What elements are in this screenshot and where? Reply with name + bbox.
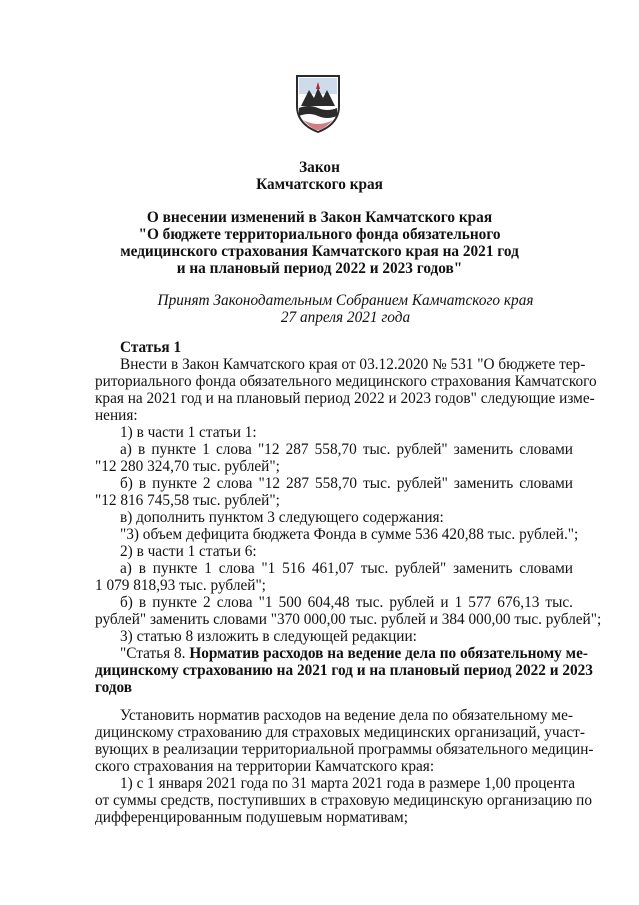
- text-line: края на 2021 год и на плановый период 2022 и 2023 годов" следующие изме-: [95, 390, 595, 407]
- text-line: от суммы средств, поступивших в страховую медицинскую организацию по: [95, 792, 592, 809]
- text-line: "3) объем дефицита бюджета Фонда в сумме 536 420,88 тыс. рублей.";: [120, 526, 579, 543]
- text-line: нения:: [95, 407, 138, 424]
- text-line: 1) с 1 января 2021 года по 31 марта 2021 года в размере 1,00 процента: [120, 775, 576, 792]
- kamchatka-coat-of-arms-icon: [293, 72, 343, 134]
- article-1-heading: Статья 1: [120, 339, 182, 356]
- article-8-heading: [120, 645, 588, 662]
- text-line: риториального фонда обязательного медицинского страхования Камчатского: [95, 373, 597, 390]
- text-line: "12 280 324,70 тыс. рублей";: [95, 458, 280, 475]
- text-line: Установить норматив расходов на ведение дела по обязательному ме-: [120, 707, 573, 724]
- article-8-prefix: "Статья 8.: [120, 645, 190, 662]
- text-line: 1) в части 1 статьи 1:: [120, 424, 257, 441]
- article-8-title-part-3: годов: [95, 679, 133, 696]
- article-8-title-part-1: Норматив расходов на ведение дела по обязательному ме-: [189, 645, 588, 662]
- text-line: б) в пункте 2 слова "12 287 558,70 тыс. рублей" заменить словами: [120, 475, 573, 492]
- region-label: Камчатского края: [256, 176, 383, 193]
- adopted-date-line: 27 апреля 2021 года: [280, 309, 411, 326]
- article-8-title-part-2: дицинскому страхованию на 2021 год и на плановый период 2022 и 2023: [95, 662, 593, 679]
- text-line: б) в пункте 2 слова "1 500 604,48 тыс. рублей и 1 577 676,13 тыс.: [120, 594, 573, 611]
- text-line: а) в пункте 1 слова "12 287 558,70 тыс. рублей" заменить словами: [120, 441, 573, 458]
- law-title-line-2: "О бюджете территориального фонда обязательного: [138, 226, 501, 243]
- law-label: Закон: [299, 159, 340, 176]
- text-line: дифференцированным подушевым нормативам;: [95, 809, 408, 826]
- text-line: рублей" заменить словами "370 000,00 тыс. рублей и 384 000,00 тыс. рублей";: [95, 611, 602, 628]
- text-line: Внести в Закон Камчатского края от 03.12.2020 № 531 "О бюджете тер-: [120, 356, 586, 373]
- text-line: ского страхования на территории Камчатского края:: [95, 758, 435, 775]
- text-line: 3) статью 8 изложить в следующей редакции:: [120, 628, 417, 645]
- text-line: 1 079 818,93 тыс. рублей";: [95, 577, 266, 594]
- text-line: "12 816 745,58 тыс. рублей";: [95, 492, 280, 509]
- adopted-by-line: Принят Законодательным Собранием Камчатского края: [157, 292, 534, 309]
- text-line: а) в пункте 1 слова "1 516 461,07 тыс. рублей" заменить словами: [120, 560, 573, 577]
- text-line: дицинскому страхованию для страховых медицинских организаций, участ-: [95, 724, 585, 741]
- law-title-line-3: медицинского страхования Камчатского края на 2021 год: [120, 243, 519, 260]
- law-title-line-4: и на плановый период 2022 и 2023 годов": [176, 260, 463, 277]
- text-line: в) дополнить пунктом 3 следующего содержания:: [120, 509, 444, 526]
- text-line: вующих в реализации территориальной программы обязательного медицин-: [95, 741, 594, 758]
- law-title-line-1: О внесении изменений в Закон Камчатского края: [146, 209, 493, 226]
- text-line: 2) в части 1 статьи 6:: [120, 543, 257, 560]
